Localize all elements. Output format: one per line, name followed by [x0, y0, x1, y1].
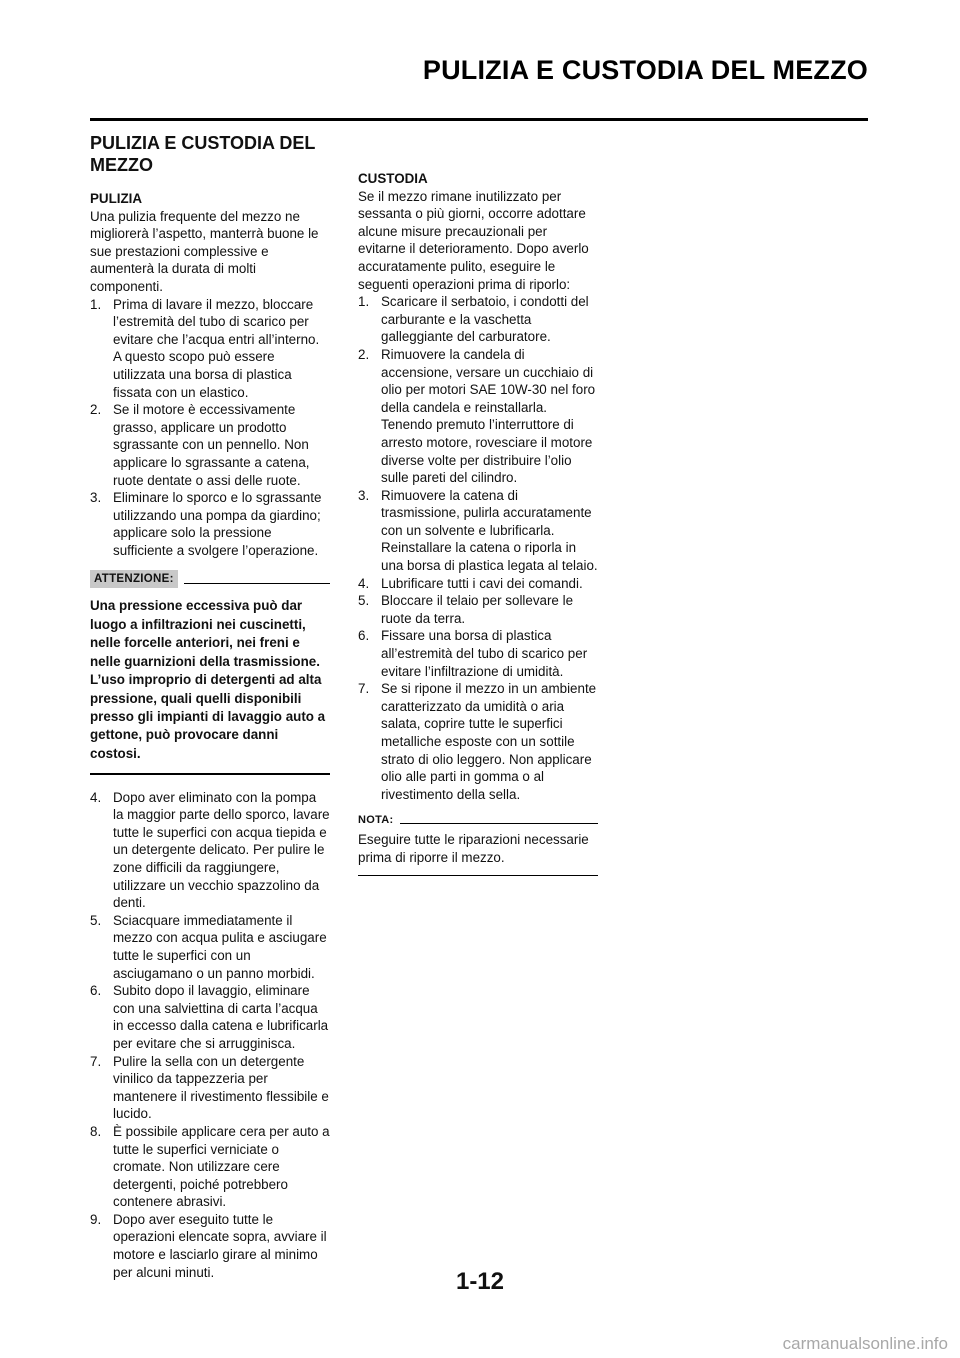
caution-end-rule [90, 773, 330, 775]
item-text: Subito dopo il lavaggio, eliminare con una salviettina di carta l’acqua in eccesso dalla catena e lubrificarla per evitare che si arrugginisca. [113, 983, 329, 1051]
item-number: 3. [90, 490, 102, 506]
storage-steps-list [358, 293, 598, 803]
subheading-custodia: CUSTODIA [358, 171, 428, 186]
list-item [358, 487, 598, 575]
list-item [90, 912, 330, 982]
note-label: NOTA: [358, 813, 394, 826]
list-item [358, 575, 598, 593]
item-text: È possibile applicare cera per auto a tutte le superfici verniciate o cromate. Non utilizzare cere detergenti, poiché potrebbero contenere abrasivi. [113, 1123, 330, 1210]
item-text: Se il motore è eccessivamente grasso, applicare un prodotto sgrassante con un pennello. Non applicare lo sgrassante a catena, ruote dentate o assi delle ruote. [113, 402, 310, 488]
intro-paragraph: Una pulizia frequente del mezzo ne migliorerà l’aspetto, manterrà buone le sue prestazioni complessive e aumenterà la durata di molti componenti. [90, 208, 319, 294]
cleaning-steps-list-continued [90, 789, 330, 1282]
note-rule [400, 823, 598, 825]
caution-label: ATTENZIONE: [90, 570, 178, 588]
item-number: 1. [358, 294, 370, 310]
item-text: Fissare una borsa di plastica all’estremità del tubo di scarico per evitare l’infiltrazione di umidità. [381, 628, 588, 679]
list-item [90, 982, 330, 1052]
item-number: 4. [90, 789, 102, 805]
item-number: 6. [90, 983, 102, 999]
item-number: 5. [90, 912, 102, 928]
item-text: Sciacquare immediatamente il mezzo con acqua pulita e asciugare tutte le superfici con un asciugamano o un panno morbidi. [113, 912, 327, 981]
page-number: 1-12 [455, 1268, 505, 1295]
list-item [90, 296, 330, 402]
list-item [358, 592, 598, 627]
item-text: Pulire la sella con un detergente vinilico da tappezzeria per mantenere il rivestimento flessibile e lucido. [113, 1053, 329, 1122]
item-text: Rimuovere la candela di accensione, versare un cucchiaio di olio per motori SAE 10W-30 nel foro della candela e reinstallarla. Tenendo premuto l’interruttore di arresto motore, rovesciare il motore diverse volte per distribuire l’olio sulle pareti del cilindro. [381, 346, 596, 486]
note-box [358, 813, 598, 876]
item-number: 4. [358, 575, 370, 591]
note-end-rule [358, 875, 598, 877]
list-item [358, 680, 598, 803]
list-item [358, 293, 598, 346]
storage-intro-paragraph: Se il mezzo rimane inutilizzato per sessanta o più giorni, occorre adottare alcune misure precauzionali per evitarne il deterioramento. Dopo averlo accuratamente pulito, eseguire le seguenti operazioni prima di riporlo: [358, 188, 589, 292]
list-item [358, 627, 598, 680]
item-text: Dopo aver eseguito tutte le operazioni elencate sopra, avviare il motore e lasciarlo girare al minimo per alcuni minuti. [113, 1211, 327, 1280]
item-number: 7. [358, 681, 370, 697]
caution-text: Una pressione eccessiva può dar luogo a infiltrazioni nei cuscinetti, nelle forcelle anteriori, nei freni e nelle guarnizioni della trasmissione. L’uso improprio di detergenti ad alta pressione, quali quelli disponibili presso gli impianti di lavaggio auto a gettone, può provocare danni costosi. [90, 598, 326, 761]
item-number: 8. [90, 1123, 102, 1139]
item-number: 6. [358, 628, 370, 644]
section-heading: PULIZIA E CUSTODIA DEL MEZZO [90, 133, 316, 175]
item-text: Bloccare il telaio per sollevare le ruote da terra. [381, 593, 574, 626]
cleaning-steps-list [90, 296, 330, 560]
item-number: 5. [358, 593, 370, 609]
item-number: 2. [358, 346, 370, 362]
list-item [90, 401, 330, 489]
item-text: Rimuovere la catena di trasmissione, pulirla accuratamente con un solvente e lubrificarla. Reinstallare la catena o riporla in una borsa di plastica legata al telaio. [381, 487, 598, 574]
caution-rule [184, 583, 330, 585]
item-number: 1. [90, 296, 102, 312]
list-item [90, 1123, 330, 1211]
caution-box [90, 569, 330, 774]
item-number: 3. [358, 487, 370, 503]
item-text: Scaricare il serbatoio, i condotti del carburante e la vaschetta galleggiante del carburatore. [381, 294, 589, 345]
item-number: 2. [90, 402, 102, 418]
subheading-pulizia: PULIZIA [90, 191, 143, 206]
right-column [358, 112, 598, 890]
item-text: Prima di lavare il mezzo, bloccare l’estremità del tubo di scarico per evitare che l’acqua entri all’interno. A questo scopo può essere utilizzata una borsa di plastica fissata con un elastico. [113, 296, 320, 400]
page-header-title: PULIZIA E CUSTODIA DEL MEZZO [422, 55, 868, 85]
list-item [90, 789, 330, 912]
item-text: Se si ripone il mezzo in un ambiente caratterizzato da umidità o aria salata, coprire tutte le superfici metalliche esposte con un sottile strato di olio leggero. Non applicare olio alle parti in gomma o al rivestimento della sella. [381, 681, 597, 802]
watermark: carmanualsonline.info [782, 1334, 948, 1353]
item-number: 7. [90, 1053, 102, 1069]
list-item [90, 1053, 330, 1123]
item-text: Lubrificare tutti i cavi dei comandi. [381, 575, 583, 591]
list-item [90, 489, 330, 559]
item-number: 9. [90, 1211, 102, 1227]
list-item [358, 346, 598, 487]
item-text: Dopo aver eliminato con la pompa la maggior parte dello sporco, lavare tutte le superfici con acqua tiepida e un detergente delicato. Per pulire le zone difficili da raggiungere, utilizzare un vecchio spazzolino da denti. [113, 789, 330, 911]
note-text: Eseguire tutte le riparazioni necessarie prima di riporre il mezzo. [358, 832, 589, 865]
item-text: Eliminare lo sporco e lo sgrassante utilizzando una pompa da giardino; applicare solo la pressione sufficiente a svolgere l’operazione. [113, 490, 322, 558]
left-column [90, 130, 330, 1281]
